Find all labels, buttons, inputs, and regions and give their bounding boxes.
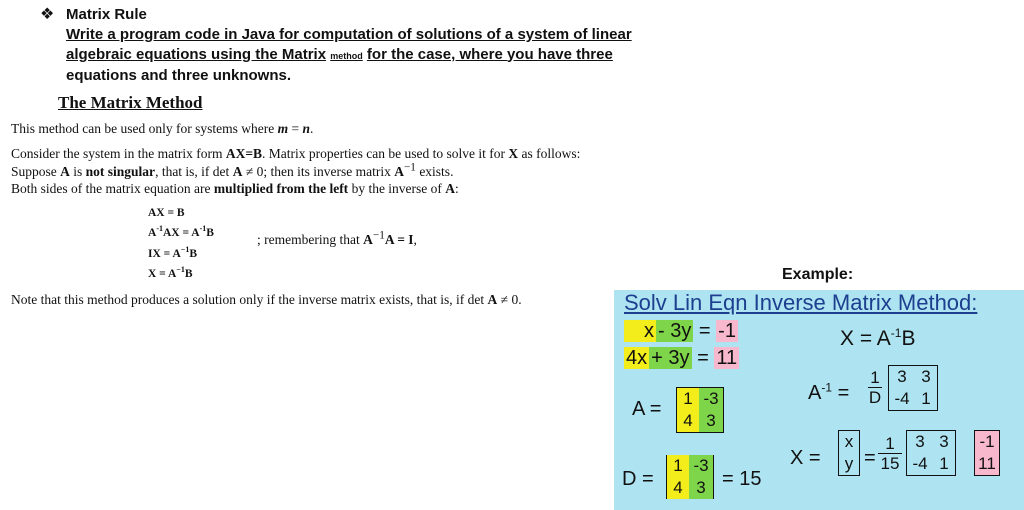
doc-line-4: Both sides of the matrix equation are multiplied from the left by the inverse of A: (11, 181, 459, 196)
x-vector-label: X = (790, 447, 821, 469)
matrix-a-label: A = (632, 398, 662, 420)
solution-adjugate-cell: -4 (912, 454, 928, 473)
x-vector-cell: y (844, 454, 854, 473)
determinant-label: D = (622, 468, 654, 490)
adjugate-cell: 3 (897, 367, 907, 386)
equation-row-2: 4x + 3y = 11 (626, 347, 738, 369)
doc-note: Note that this method produces a solution only if the inverse matrix exists, that is, if det A ≠ 0. (11, 292, 522, 307)
equation-3: IX = $A^{-1}B$ (148, 245, 197, 260)
bullet-icon: ❖ (40, 6, 55, 23)
solution-adjugate-cell: 1 (939, 454, 949, 473)
doc-line-2: Consider the system in the matrix form AX=B. Matrix properties can be used to solve it for X as follows: (11, 146, 581, 161)
matrix-a-cell: 1 (677, 388, 699, 410)
b-vector-cell: -1 (975, 431, 999, 453)
matrix-a-cell: 4 (677, 410, 699, 432)
task-text-a: Write a program code in Java for computation of solutions of a system of linear algebraic equations using the Matrix (66, 26, 632, 63)
determinant-cell: 1 (667, 455, 689, 477)
x-vector (838, 430, 860, 476)
solution-formula: $X = A^{-1}B$ (840, 326, 916, 350)
adjugate-matrix (888, 365, 938, 411)
section-title: Matrix Rule (66, 6, 147, 23)
b-vector (974, 430, 1000, 476)
determinant-cell: 4 (667, 477, 689, 499)
task-text-b: for the case, where you have three (366, 45, 613, 63)
solution-adjugate-cell: 3 (939, 432, 949, 451)
equation-row-1: x - 3y = -1 (624, 318, 738, 344)
b-vector-cell: 11 (975, 453, 999, 475)
matrix-a (676, 387, 724, 433)
x-equals: = (864, 447, 876, 469)
matrix-a-cell: 3 (699, 410, 723, 432)
x-vector-cell: x (844, 432, 854, 451)
task-text-small: method (330, 50, 363, 61)
determinant-cell: -3 (689, 455, 713, 477)
determinant-value: = 15 (722, 468, 762, 490)
example-title: Solv Lin Eqn Inverse Matrix Method: (624, 290, 978, 315)
doc-line-3: Suppose A is not singular, that is, if det A ≠ 0; then its inverse matrix $A^{-1}$ exists. (11, 161, 454, 179)
equation-4: $X = A^{-1}B$ (148, 265, 193, 280)
example-panel (614, 290, 1024, 510)
equation-2: $A^{-1}AX = A^{-1}B$ (148, 224, 214, 239)
inverse-fraction: 1 D (868, 368, 882, 407)
task-description (66, 25, 666, 86)
equation-note: ; remembering that $A^{-1}A = I$, (257, 229, 417, 247)
adjugate-cell: -4 (894, 389, 910, 408)
solution-fraction: 1 15 (878, 434, 902, 473)
example-label: Example: (782, 266, 854, 283)
solution-adjugate (906, 430, 956, 476)
adjugate-cell: 1 (921, 389, 931, 408)
adjugate-cell: 3 (921, 367, 931, 386)
equation-1: AX = B (148, 207, 185, 219)
task-text-c: equations and three unknowns. (66, 67, 292, 84)
doc-line-1: This method can be used only for systems where m = n. (11, 121, 314, 136)
matrix-a-cell: -3 (699, 388, 723, 410)
determinant-cell: 3 (689, 477, 713, 499)
inverse-label: $A^{-1}$ = (808, 380, 850, 404)
matrix-method-heading: The Matrix Method (58, 93, 203, 112)
solution-adjugate-cell: 3 (915, 432, 925, 451)
determinant-matrix (666, 455, 714, 499)
